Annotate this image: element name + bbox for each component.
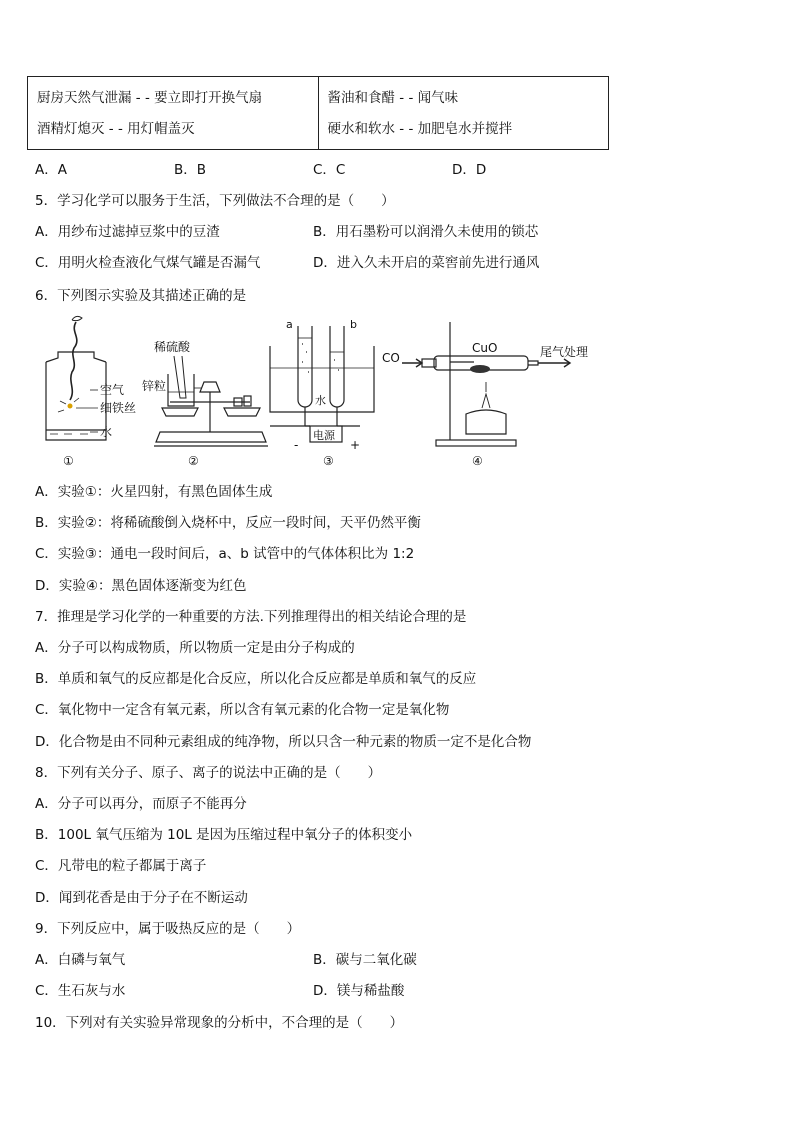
q9-option-b: B．碳与二氧化碳 — [313, 952, 417, 968]
label-zinc: 锌粒 — [142, 379, 167, 393]
figure-number-1: ① — [63, 454, 74, 468]
label-negative: - — [294, 438, 299, 452]
label-iron-wire: 细铁丝 — [100, 401, 137, 415]
q7-option-a: A．分子可以构成物质，所以物质一定是由分子构成的 — [35, 640, 355, 656]
q7-option-c: C．氧化物中一定含有氧元素，所以含有氧元素的化合物一定是氧化物 — [35, 702, 450, 718]
co-inlet-arrow — [402, 359, 422, 367]
q8-option-d: D．闻到花香是由于分子在不断运动 — [35, 890, 248, 906]
figure-number-4: ④ — [472, 454, 483, 468]
figure-number-2: ② — [188, 454, 199, 468]
experiment-2-balance — [154, 356, 268, 446]
q7-stem: 7．推理是学习化学的一种重要的方法.下列推理得出的相关结论合理的是 — [35, 609, 467, 625]
label-tube-b: b — [350, 318, 357, 331]
q4-option-table — [27, 76, 609, 150]
q8-option-a: A．分子可以再分，而原子不能再分 — [35, 796, 247, 812]
q8-option-b: B．100L 氧气压缩为 10L 是因为压缩过程中氧分子的体积变小 — [35, 827, 413, 843]
experiment-3-electrolysis — [270, 326, 374, 442]
q10-stem: 10．下列对有关实验异常现象的分析中，不合理的是（ ） — [35, 1015, 404, 1031]
label-air: 空气 — [100, 383, 125, 397]
label-co: CO — [382, 351, 400, 365]
q9-option-d: D．镁与稀盐酸 — [313, 983, 405, 999]
table-line: 酱油和食醋 - - 闻气味 — [327, 90, 459, 106]
q4-option-a: A．A — [35, 162, 67, 178]
q6-option-c: C．实验③：通电一段时间后，a、b 试管中的气体体积比为 1:2 — [35, 546, 415, 562]
q7-option-b: B．单质和氧气的反应都是化合反应，所以化合反应都是单质和氧气的反应 — [35, 671, 477, 687]
experiment-1-iron-combustion — [46, 316, 106, 440]
q4-table-left-cell — [28, 77, 319, 150]
q8-stem: 8．下列有关分子、原子、离子的说法中正确的是（ ） — [35, 765, 382, 781]
figure-number-3: ③ — [323, 454, 334, 468]
q9-option-c: C．生石灰与水 — [35, 983, 126, 999]
q5-option-b: B．用石墨粉可以润滑久未使用的锁芯 — [313, 224, 539, 240]
q6-option-a: A．实验①：火星四射，有黑色固体生成 — [35, 484, 273, 500]
label-water-1: 水 — [100, 425, 113, 439]
q4-option-c: C．C — [313, 162, 346, 178]
q9-option-a: A．白磷与氧气 — [35, 952, 126, 968]
label-power-source: 电源 — [313, 429, 335, 442]
label-dilute-sulfuric-acid: 稀硫酸 — [154, 340, 191, 354]
label-cuo: CuO — [472, 341, 498, 355]
q6-option-b: B．实验②：将稀硫酸倒入烧杯中，反应一段时间，天平仍然平衡 — [35, 515, 421, 531]
q6-stem: 6．下列图示实验及其描述正确的是 — [35, 288, 247, 304]
q5-option-a: A．用纱布过滤掉豆浆中的豆渣 — [35, 224, 220, 240]
label-water-3: 水 — [315, 394, 326, 407]
q5-option-c: C．用明火检查液化气煤气罐是否漏气 — [35, 255, 261, 271]
label-positive: + — [350, 438, 361, 452]
label-tail-gas: 尾气处理 — [540, 345, 589, 359]
table-line: 硬水和软水 - - 加肥皂水并搅拌 — [327, 121, 513, 137]
table-line: 酒精灯熄灭 - - 用灯帽盖灭 — [37, 121, 195, 137]
q9-stem: 9．下列反应中，属于吸热反应的是（ ） — [35, 921, 301, 937]
q4-option-b: B．B — [174, 162, 207, 178]
q6-experiment-figure — [30, 312, 610, 470]
q4-option-d: D．D — [452, 162, 487, 178]
q8-option-c: C．凡带电的粒子都属于离子 — [35, 858, 207, 874]
table-line: 厨房天然气泄漏 - - 要立即打开换气扇 — [37, 90, 263, 106]
q5-stem: 5．学习化学可以服务于生活，下列做法不合理的是（ ） — [35, 193, 395, 209]
q4-table-right-cell — [318, 77, 609, 150]
q7-option-d: D．化合物是由不同种元素组成的纯净物，所以只含一种元素的物质一定不是化合物 — [35, 734, 532, 750]
tail-gas-arrow — [538, 359, 570, 367]
q6-option-d: D．实验④：黑色固体逐渐变为红色 — [35, 578, 247, 594]
q5-option-d: D．进入久未开启的菜窖前先进行通风 — [313, 255, 540, 271]
label-tube-a: a — [286, 318, 293, 331]
